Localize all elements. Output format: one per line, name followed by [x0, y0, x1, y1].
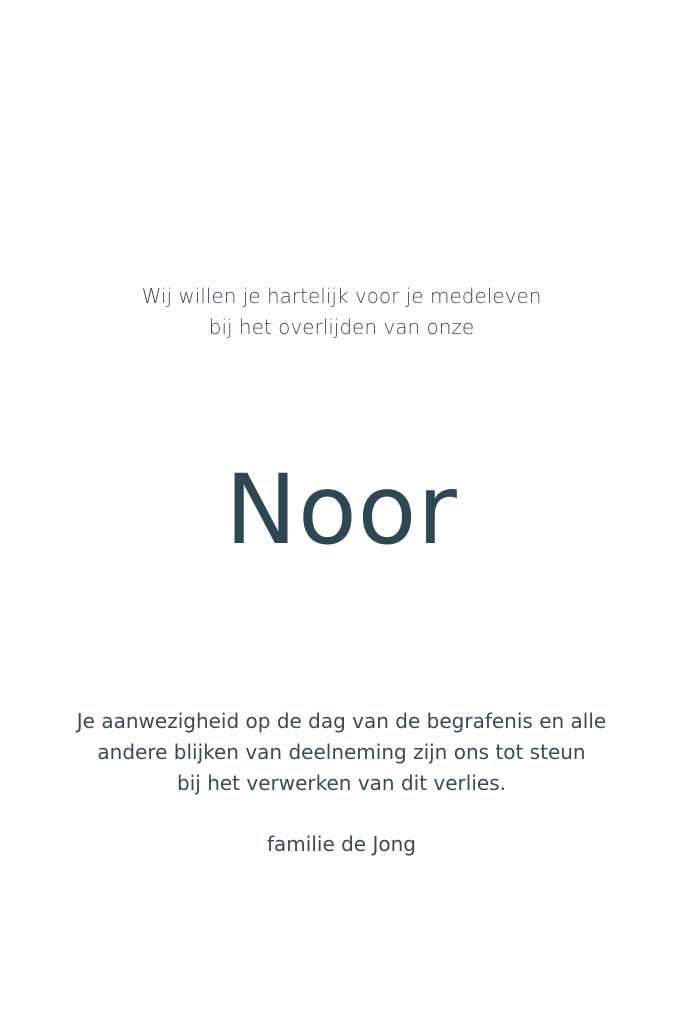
deceased-name: Noor	[225, 454, 458, 566]
signature: familie de Jong	[267, 832, 416, 856]
intro-line: Wij willen je hartelijk voor je medeleven	[141, 284, 542, 308]
message-line: andere blijken van deelneming zijn ons tot steun	[97, 740, 586, 764]
message-line: Je aanwezigheid op de dag van de begrafenis en alle	[76, 709, 607, 733]
message-line: bij het verwerken van dit verlies.	[177, 771, 506, 795]
message-text	[0, 706, 683, 799]
intro-line: bij het overlijden van onze	[208, 315, 475, 339]
intro-text	[0, 281, 683, 343]
